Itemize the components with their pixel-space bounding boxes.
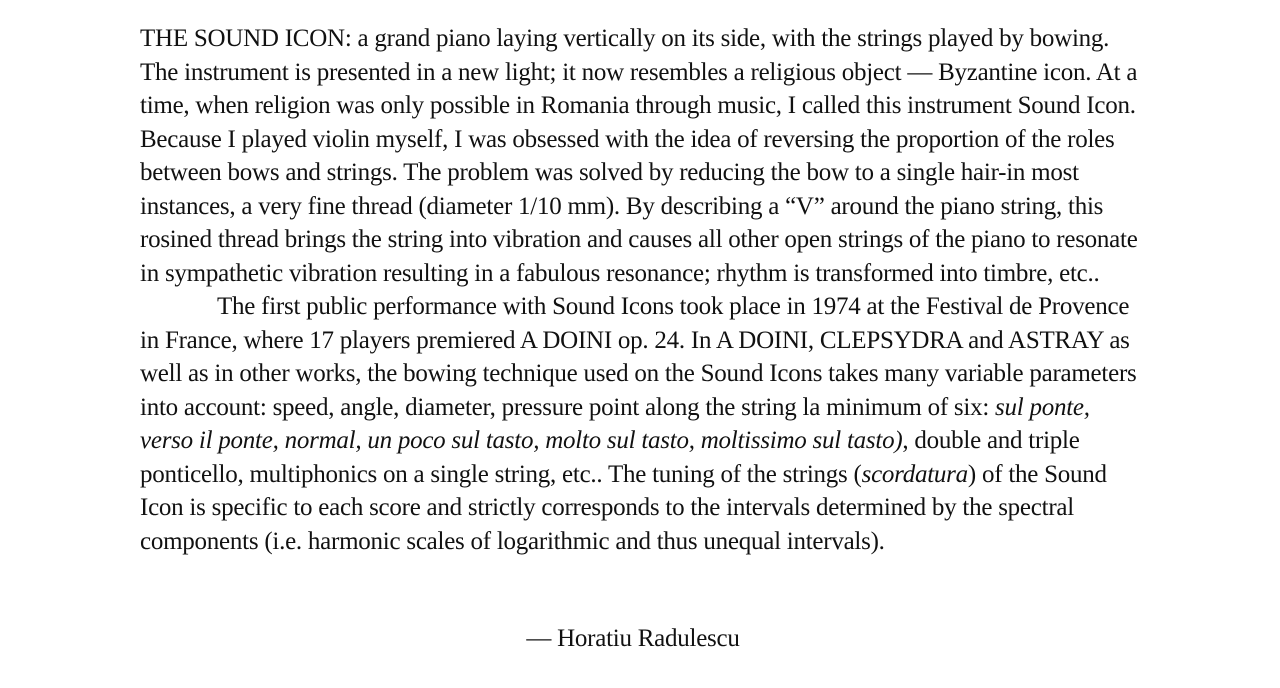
quote-text [140,22,1140,558]
paragraph-text-part-1: The first public performance with Sound Icons took place in 1974 at the Festival de Provence in France, where 17 players premiered A DOINI op. 24. In A DOINI, CLEPSYDRA and ASTRAY as well as in other works, the bowing technique used on the Sound Icons takes many variable parameters into account: speed, angle, diameter, pressure point along the string la minimum of six: [140,293,1137,421]
paragraph-text-part-3: ) of the Sound Icon is specific to each score and strictly corresponds to the intervals determined by the spectral components (i.e. harmonic scales of logarithmic and thus unequal intervals). [140,460,1107,555]
paragraph-first-performance [140,290,1140,558]
paragraph-sound-icon: THE SOUND ICON: a grand piano laying vertically on its side, with the strings played by bowing. The instrument is presented in a new light; it now resembles a religious object — Byzantine icon. At a time, when religion was only possible in Romania through music, I called this instrument Sound Icon. Because I played violin myself, I was obsessed with the idea of reversing the proportion of the roles between bows and strings. The problem was solved by reducing the bow to a single hair-in most instances, a very fine thread (diameter 1/10 mm). By describing a “V” around the piano string, this rosined thread brings the string into vibration and causes all other open strings of the piano to resonate in sympathetic vibration resulting in a fabulous resonance; rhythm is transformed into timbre, etc.. [140,25,1138,287]
attribution: — Horatiu Radulescu [526,625,740,652]
bowing-positions-italic: sul ponte, verso il ponte, normal, un poco sul tasto, molto sul tasto, moltissimo sul tasto) [140,393,1090,454]
paragraph-text-part-2: , double and triple ponticello, multiphonics on a single string, etc.. The tuning of the strings ( [140,427,1080,488]
scordatura-italic: scordatura [861,460,968,488]
